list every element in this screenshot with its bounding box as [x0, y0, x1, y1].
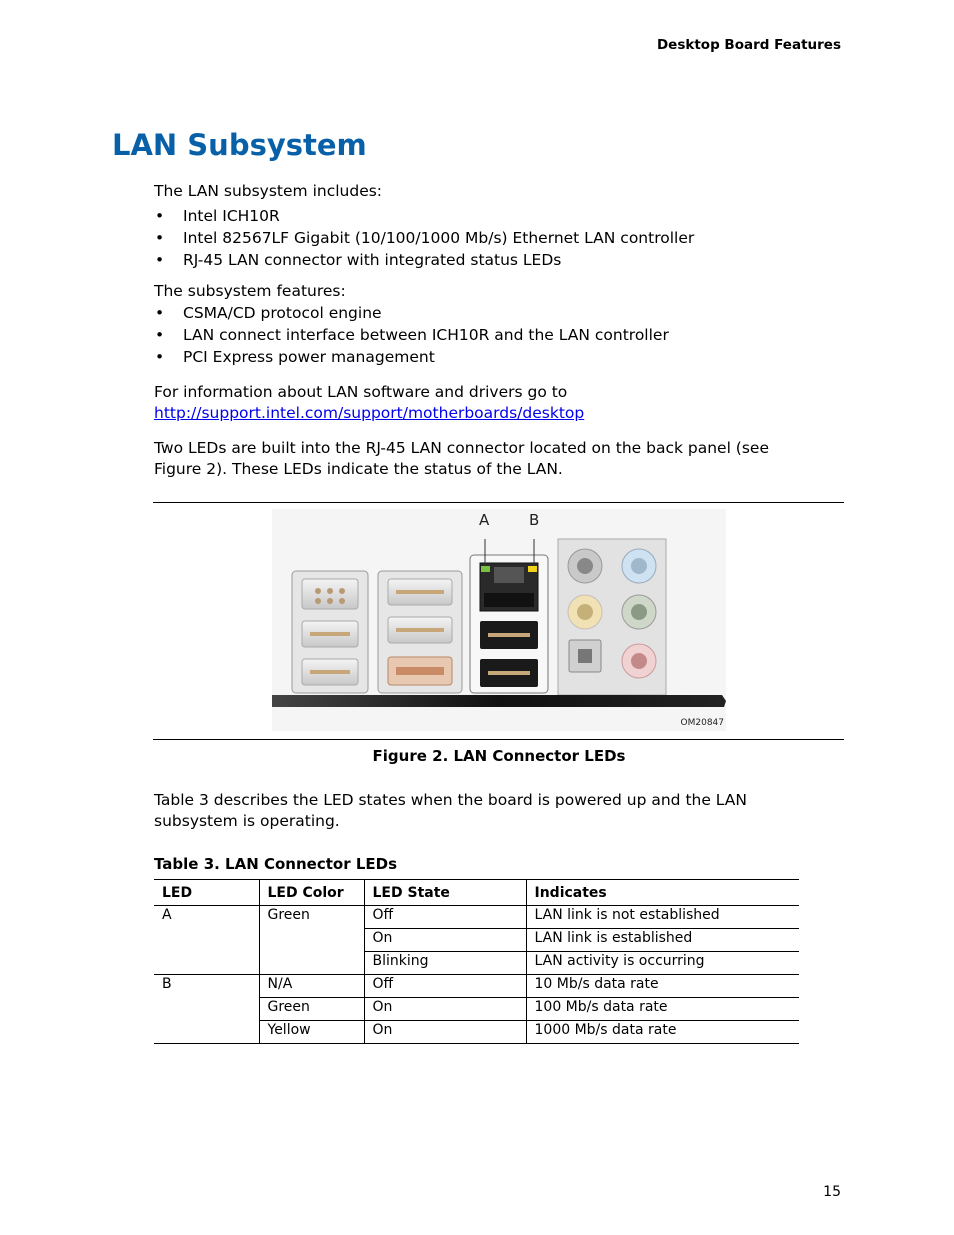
indicates-cell: LAN link is not established — [526, 906, 799, 929]
features-intro: The subsystem features: — [154, 282, 346, 300]
page-title: LAN Subsystem — [112, 128, 367, 162]
label-b: B — [529, 511, 540, 529]
table-header-row — [154, 880, 799, 906]
features-list — [154, 302, 669, 368]
led-cell: A — [154, 906, 259, 975]
table-row — [154, 975, 799, 998]
middle-port-stack — [378, 571, 462, 693]
back-panel-illustration — [272, 509, 726, 731]
state-cell: On — [364, 929, 526, 952]
label-a: A — [479, 511, 490, 529]
info-paragraph — [154, 382, 814, 424]
includes-list — [154, 205, 694, 271]
io-shield-edge — [272, 695, 726, 707]
state-cell: Off — [364, 906, 526, 929]
color-cell: Green — [259, 998, 364, 1021]
figure-top-rule — [153, 502, 844, 503]
intro-text: The LAN subsystem includes: — [154, 182, 383, 200]
support-link[interactable]: http://support.intel.com/support/motherboards/desktop — [154, 404, 585, 422]
left-port-stack — [292, 571, 368, 693]
header-led: LED — [154, 880, 259, 906]
header-led-state: LED State — [364, 880, 526, 906]
led-b-indicator — [528, 566, 537, 572]
audio-port-block — [558, 539, 666, 695]
led-table — [154, 879, 799, 1044]
table-row — [154, 906, 799, 929]
figure-code: OM20847 — [680, 718, 724, 728]
figure-caption: Figure 2. LAN Connector LEDs — [372, 747, 626, 765]
color-cell: N/A — [259, 975, 364, 998]
lan-usb-stack — [470, 539, 548, 693]
list-item: • Intel 82567LF Gigabit (10/100/1000 Mb/s) Ethernet LAN controller — [154, 227, 694, 249]
leds-paragraph: Two LEDs are built into the RJ-45 LAN connector located on the back panel (see Figure 2). These LEDs indicate the status of the LAN. — [154, 439, 770, 478]
list-item: • LAN connect interface between ICH10R and the LAN controller — [154, 324, 669, 346]
state-cell: On — [364, 1021, 526, 1044]
list-item: • RJ-45 LAN connector with integrated status LEDs — [154, 249, 694, 271]
header-led-color: LED Color — [259, 880, 364, 906]
list-item: • PCI Express power management — [154, 346, 669, 368]
indicates-cell: 10 Mb/s data rate — [526, 975, 799, 998]
info-text: For information about LAN software and drivers go to — [154, 383, 568, 401]
header-indicates: Indicates — [526, 880, 799, 906]
table-title: Table 3. LAN Connector LEDs — [154, 855, 398, 873]
indicates-cell: 1000 Mb/s data rate — [526, 1021, 799, 1044]
page-number: 15 — [823, 1184, 841, 1200]
led-a-indicator — [481, 566, 490, 572]
color-cell: Green — [259, 906, 364, 975]
state-cell: Blinking — [364, 952, 526, 975]
led-cell: B — [154, 975, 259, 1044]
indicates-cell: LAN link is established — [526, 929, 799, 952]
back-panel-figure — [272, 509, 726, 731]
state-cell: Off — [364, 975, 526, 998]
indicates-cell: 100 Mb/s data rate — [526, 998, 799, 1021]
list-item: • Intel ICH10R — [154, 205, 694, 227]
table-intro: Table 3 describes the LED states when the board is powered up and the LAN subsystem is operating. — [154, 791, 747, 830]
list-item: • CSMA/CD protocol engine — [154, 302, 669, 324]
running-header: Desktop Board Features — [656, 37, 841, 53]
state-cell: On — [364, 998, 526, 1021]
figure-bottom-rule — [153, 739, 844, 740]
indicates-cell: LAN activity is occurring — [526, 952, 799, 975]
color-cell: Yellow — [259, 1021, 364, 1044]
